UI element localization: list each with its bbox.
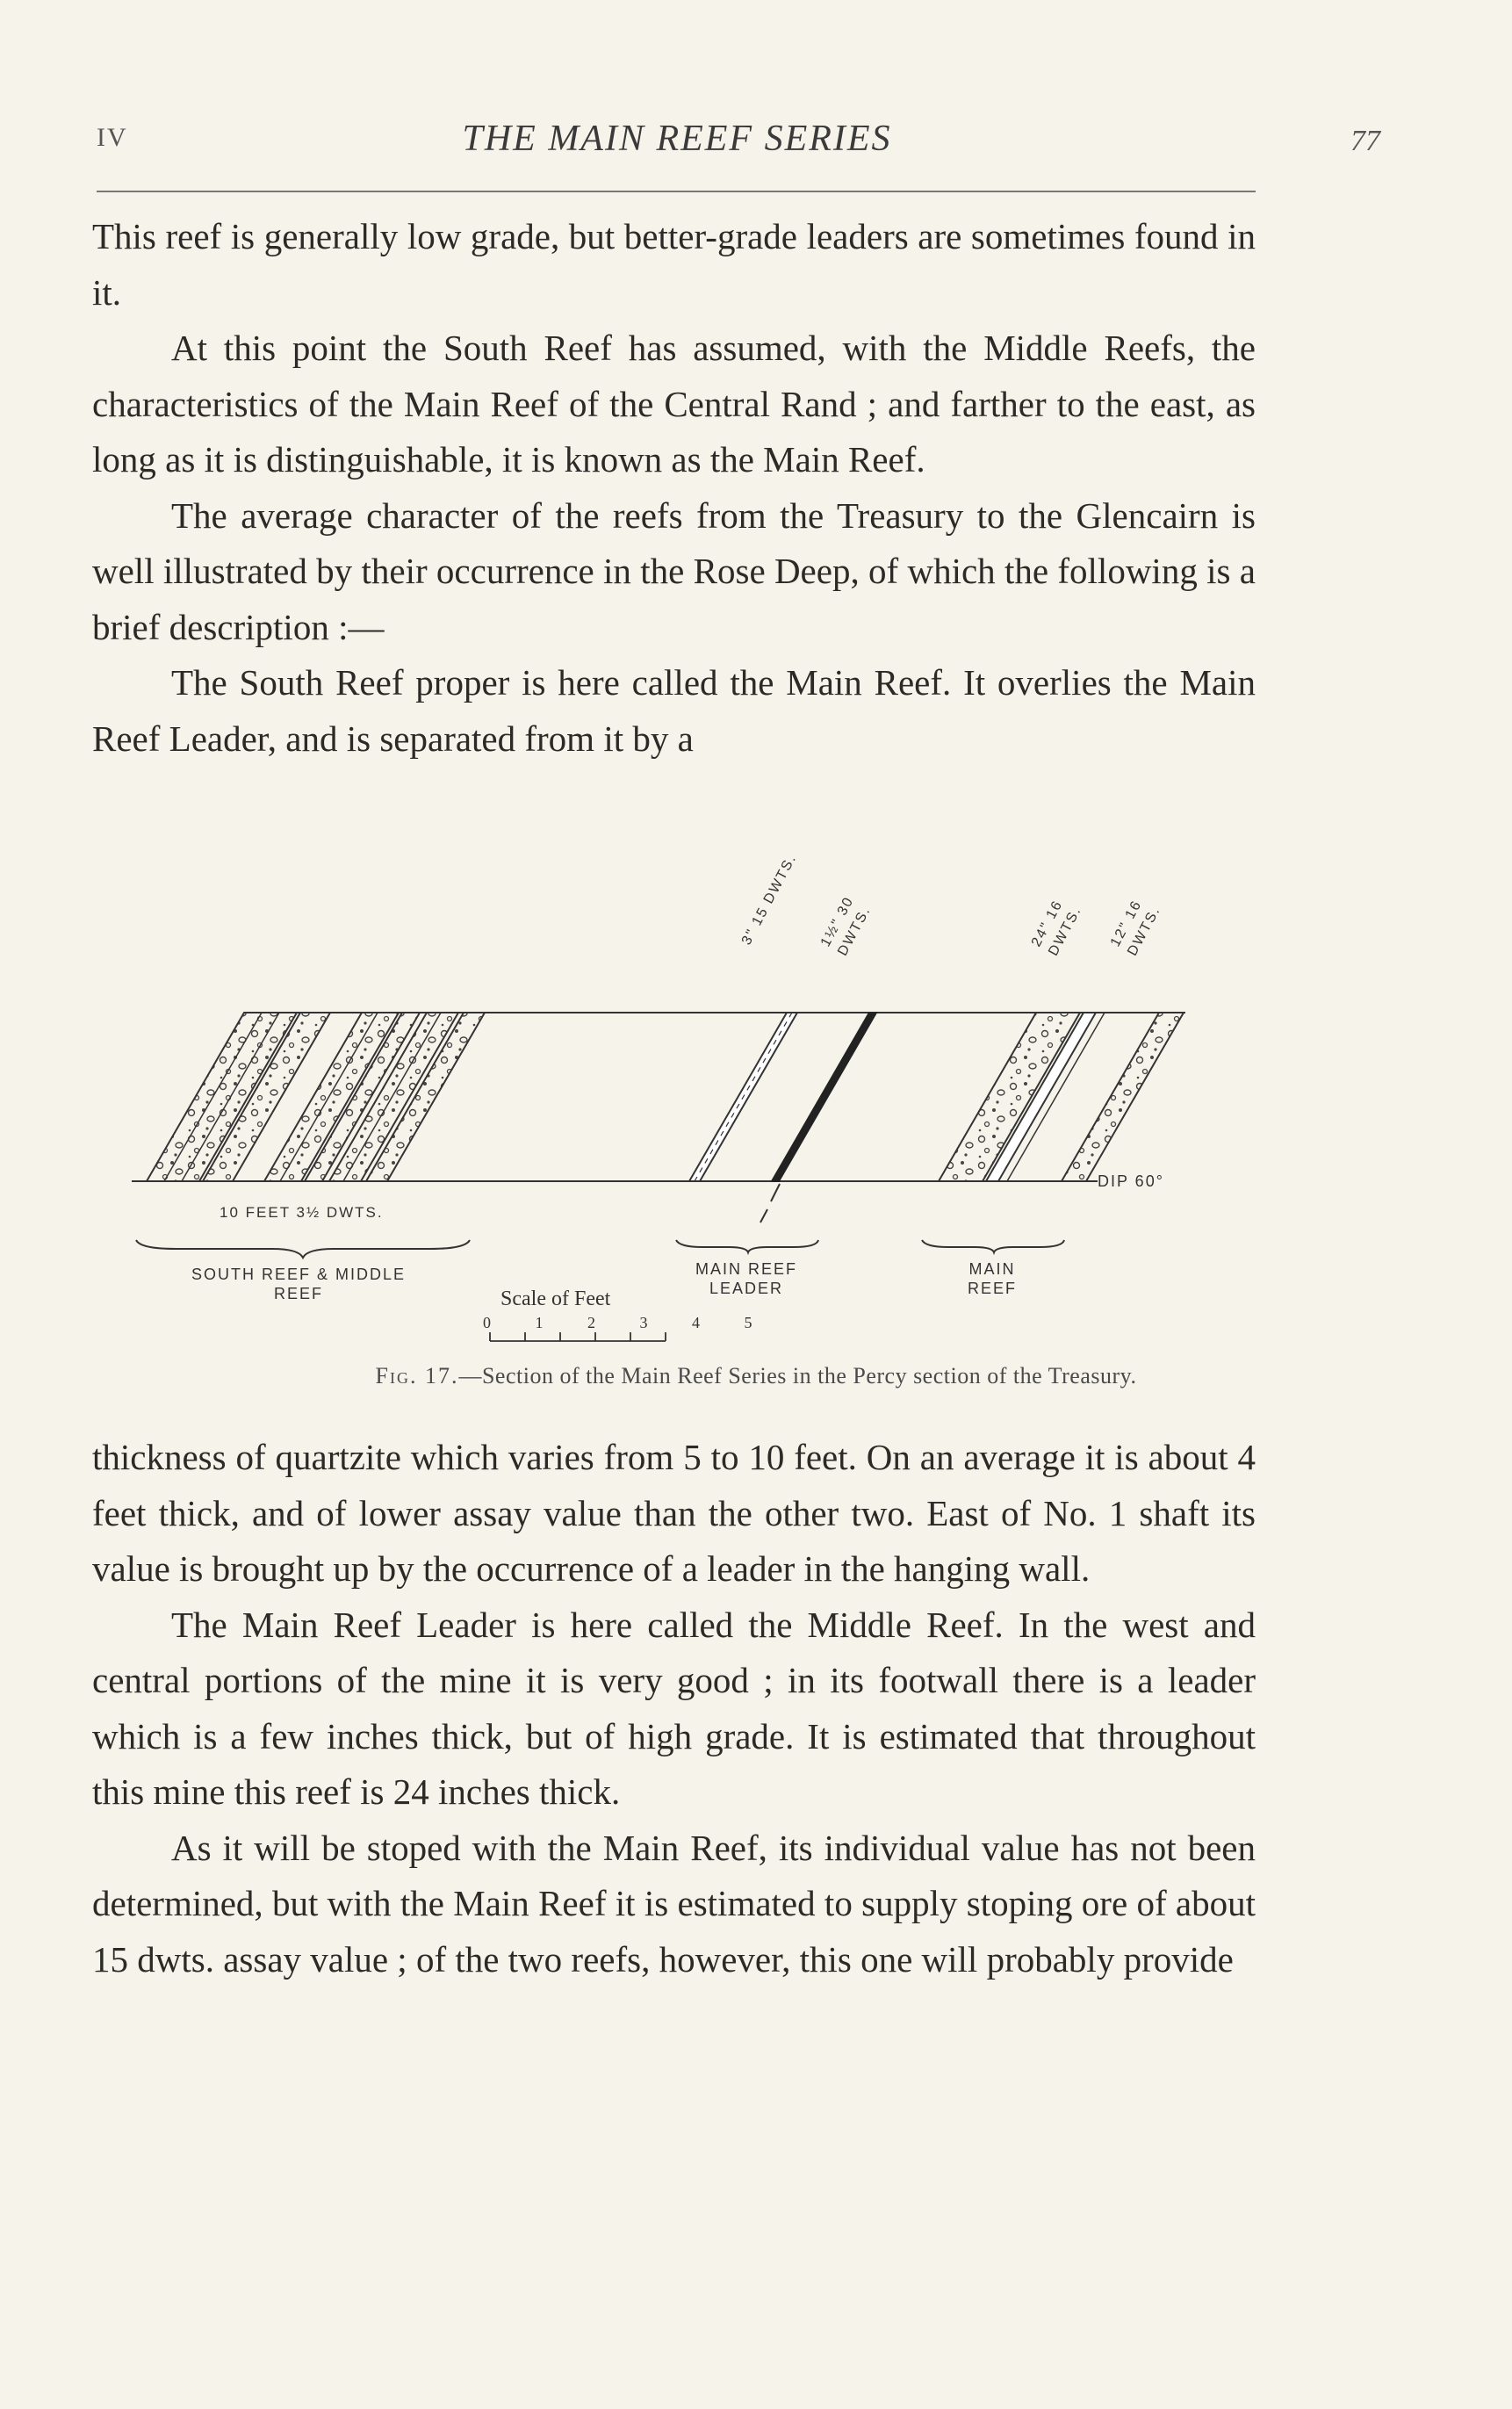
main-reef-label: MAIN REEF <box>967 1260 1017 1297</box>
paragraph: The South Reef proper is here called the Main Reef. It overlies the Main Reef Leader, and is separated from it by a <box>92 662 1256 759</box>
paragraph: The average character of the reefs from the Treasury to the Glencairn is well illustrated by their occurrence in the Rose Deep, of which the following is a brief description :— <box>92 494 1256 647</box>
assay-label-1: 3" 15 DWTS. <box>738 851 800 948</box>
header-rule <box>97 191 1256 192</box>
assay-label-3: 24" 16 DWTS. <box>1028 897 1085 959</box>
running-header <box>97 112 1380 165</box>
figure-label: Fig. 17. <box>375 1363 459 1388</box>
figure-caption <box>0 1363 1512 1389</box>
body-text-top <box>92 209 1256 767</box>
paragraph: thickness of quartzite which varies from 5 to 10 feet. On an average it is about 4 feet thick, and of lower assay value than the other two. East of No. 1 shaft its value is brought up by the occurrence of a leader in the hanging wall. <box>92 1437 1256 1589</box>
south-reef-bands <box>147 1013 485 1181</box>
assay-label-4: 12" 16 DWTS. <box>1107 897 1164 959</box>
main-reef-leader-label: MAIN REEF LEADER <box>695 1260 797 1297</box>
figure-caption-text: —Section of the Main Reef Series in the Percy section of the Treasury. <box>458 1363 1137 1388</box>
page-number: 77 <box>1350 125 1380 157</box>
scale-ticks: 0 1 2 3 4 5 <box>483 1314 773 1331</box>
chapter-number: IV <box>97 123 128 152</box>
paragraph: At this point the South Reef has assumed, with the Middle Reefs, the characteristics of the Main Reef of the Central Rand ; and farther to the east, as long as it is distinguishable, it is known as the Main Reef. <box>92 328 1256 480</box>
paragraph: As it will be stoped with the Main Reef, its individual value has not been determined, but with the Main Reef it is estimated to supply stoping ore of about 15 dwts. assay value ; of the two reefs, however, this one will probably provide <box>92 1827 1256 1980</box>
paragraph: The Main Reef Leader is here called the Middle Reef. In the west and central portions of the mine it is very good ; in its footwall there is a leader which is a few inches thick, but of high grade. It is estimated that throughout this mine this reef is 24 inches thick. <box>92 1604 1256 1812</box>
dip-label: DIP 60° <box>1098 1172 1164 1190</box>
paragraph: This reef is generally low grade, but better-grade leaders are sometimes found in it. <box>92 216 1256 313</box>
assay-label-2: 1½" 30 DWTS. <box>817 894 875 959</box>
running-title: THE MAIN REEF SERIES <box>462 119 892 159</box>
south-reef-label: SOUTH REEF & MIDDLE REEF <box>191 1266 407 1302</box>
section-brackets <box>136 1240 1064 1258</box>
scale-title: Scale of Feet <box>500 1287 611 1310</box>
reef-section-figure <box>123 851 1247 1388</box>
left-assay-label: 10 FEET 3½ DWTS. <box>220 1204 384 1221</box>
main-reef-bands <box>939 1013 1184 1181</box>
body-text-bottom <box>92 1430 1256 1987</box>
main-reef-leader-bands <box>689 1013 876 1223</box>
scale-bar <box>490 1332 666 1341</box>
